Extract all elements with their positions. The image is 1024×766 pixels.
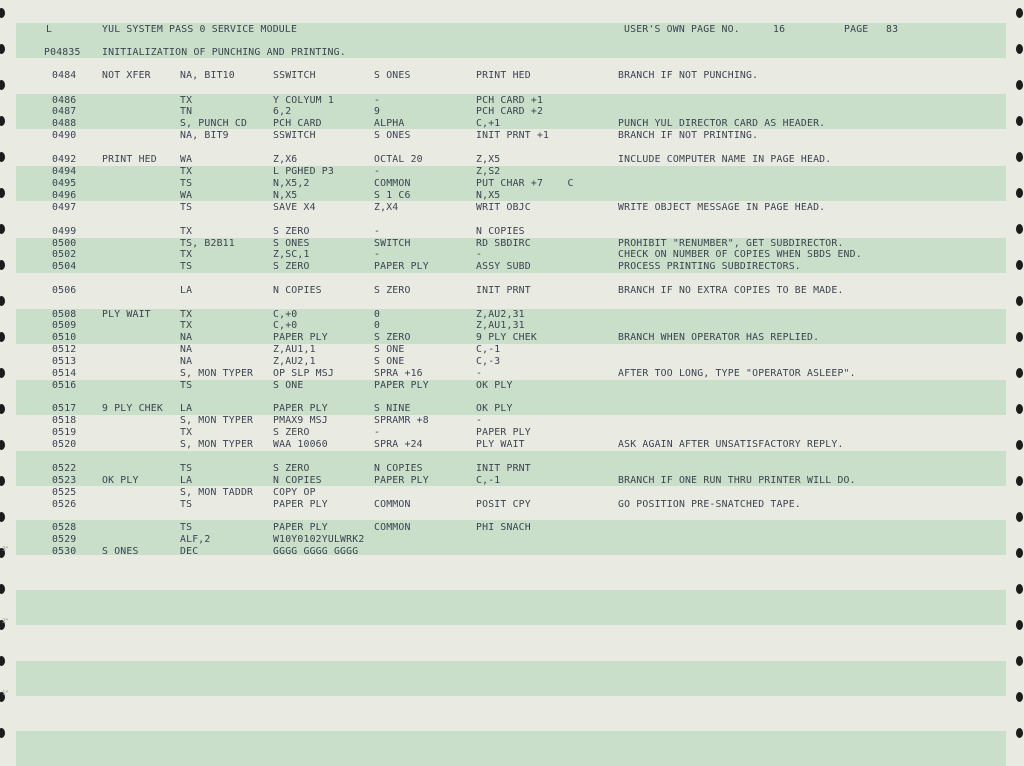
address-field: GGGG GGGG GGGG (273, 546, 359, 557)
comment-text: ASK AGAIN AFTER UNSATISFACTORY REPLY. (618, 439, 844, 450)
target-field: Z,S2 (476, 166, 501, 177)
operation-code: NA, BIT10 (180, 70, 235, 81)
feed-hole (1016, 476, 1023, 486)
line-number: 0495 (52, 178, 77, 189)
operation-code: TS (180, 261, 193, 272)
target-field: POSIT CPY (476, 499, 531, 510)
line-number: 0509 (52, 320, 77, 331)
operation-code: S, MON TYPER (180, 439, 254, 450)
comment-text: GO POSITION PRE-SNATCHED TAPE. (618, 499, 801, 510)
operand-field: 9 (374, 106, 381, 117)
operation-code: LA (180, 285, 193, 296)
line-number: 0516 (52, 380, 77, 391)
feed-hole (1016, 728, 1023, 738)
feed-hole (1016, 692, 1023, 702)
address-field: N COPIES (273, 475, 322, 486)
feed-hole (0, 188, 5, 198)
line-number: 0486 (52, 95, 77, 106)
line-number: 0488 (52, 118, 77, 129)
address-field: N,X5 (273, 190, 298, 201)
feed-hole (0, 152, 5, 162)
address-field: OP SLP MSJ (273, 368, 334, 379)
operand-field: COMMON (374, 522, 411, 533)
operand-field: COMMON (374, 499, 411, 510)
operation-code: TS (180, 202, 193, 213)
feed-hole (1016, 260, 1023, 270)
operand-field: S ONE (374, 356, 405, 367)
header-user-page-number: 16 (773, 24, 786, 35)
comment-text: BRANCH IF NO EXTRA COPIES TO BE MADE. (618, 285, 844, 296)
statement-label: OK PLY (102, 475, 139, 486)
line-number: 0517 (52, 403, 77, 414)
operand-field: PAPER PLY (374, 475, 429, 486)
feed-hole (1016, 296, 1023, 306)
feed-hole (1016, 80, 1023, 90)
feed-hole (1016, 620, 1023, 630)
operation-code: TX (180, 309, 193, 320)
feed-hole (1016, 44, 1023, 54)
operation-code: NA, BIT9 (180, 130, 229, 141)
line-number: 0494 (52, 166, 77, 177)
comment-text: BRANCH IF NOT PRINTING. (618, 130, 759, 141)
line-number: 0529 (52, 534, 77, 545)
line-number: 0506 (52, 285, 77, 296)
target-field: RD SBDIRC (476, 238, 531, 249)
operation-code: TX (180, 427, 193, 438)
feed-hole (0, 80, 5, 90)
line-number: 0523 (52, 475, 77, 486)
target-field: C,+1 (476, 118, 501, 129)
line-number: 0492 (52, 154, 77, 165)
line-number: 0513 (52, 356, 77, 367)
address-field: SSWITCH (273, 70, 316, 81)
address-field: PAPER PLY (273, 522, 328, 533)
line-number: 0490 (52, 130, 77, 141)
target-field: INIT PRNT +1 (476, 130, 550, 141)
feed-hole (1016, 404, 1023, 414)
operation-code: WA (180, 154, 193, 165)
feed-hole (1016, 188, 1023, 198)
comment-text: AFTER TOO LONG, TYPE "OPERATOR ASLEEP". (618, 368, 856, 379)
operation-code: TX (180, 249, 193, 260)
comment-text: BRANCH IF ONE RUN THRU PRINTER WILL DO. (618, 475, 856, 486)
statement-label: PRINT HED (102, 154, 157, 165)
feed-hole (0, 224, 5, 234)
target-field: PCH CARD +1 (476, 95, 544, 106)
operation-code: TX (180, 320, 193, 331)
line-number: 0508 (52, 309, 77, 320)
address-field: SAVE X4 (273, 202, 316, 213)
line-number: 0497 (52, 202, 77, 213)
feed-hole (0, 728, 5, 738)
operand-field: 0 (374, 309, 381, 320)
feed-hole (0, 116, 5, 126)
feed-hole (1016, 548, 1023, 558)
operation-code: TS (180, 380, 193, 391)
operand-field: SPRA +16 (374, 368, 423, 379)
operand-field: SPRAMR +8 (374, 415, 429, 426)
address-field: W10Y0102YULWRK2 (273, 534, 365, 545)
target-field: C,-1 (476, 344, 501, 355)
operand-field: SWITCH (374, 238, 411, 249)
address-field: Z,AU2,1 (273, 356, 316, 367)
line-number: 0512 (52, 344, 77, 355)
feed-hole (0, 368, 5, 378)
operation-code: DEC (180, 546, 199, 557)
feed-hole (1016, 440, 1023, 450)
address-field: Y COLYUM 1 (273, 95, 334, 106)
feed-hole (0, 404, 5, 414)
header-page-number: 83 (886, 24, 899, 35)
operand-field: S ZERO (374, 332, 411, 343)
operand-field: - (374, 249, 381, 260)
feed-hole (1016, 8, 1023, 18)
operation-code: S, MON TYPER (180, 368, 254, 379)
operand-field: - (374, 95, 381, 106)
address-field: L PGHED P3 (273, 166, 334, 177)
feed-hole (1016, 656, 1023, 666)
operation-code: TX (180, 95, 193, 106)
address-field: C,+0 (273, 320, 298, 331)
line-number: 0519 (52, 427, 77, 438)
address-field: S ZERO (273, 463, 310, 474)
operation-code: TS (180, 522, 193, 533)
operation-code: TS, B2B11 (180, 238, 235, 249)
operand-field: N COPIES (374, 463, 423, 474)
header-col1: L (46, 24, 53, 35)
line-number: 0484 (52, 70, 77, 81)
operand-field: - (374, 226, 381, 237)
feed-hole (0, 656, 5, 666)
target-field: PLY WAIT (476, 439, 525, 450)
address-field: COPY OP (273, 487, 316, 498)
address-field: WAA 10060 (273, 439, 328, 450)
target-field: OK PLY (476, 403, 513, 414)
address-field: S ZERO (273, 226, 310, 237)
operation-code: TX (180, 226, 193, 237)
feed-hole (1016, 224, 1023, 234)
statement-label: NOT XFER (102, 70, 151, 81)
address-field: PCH CARD (273, 118, 322, 129)
operand-field: PAPER PLY (374, 261, 429, 272)
operation-code: TX (180, 166, 193, 177)
operand-field: S ONES (374, 130, 411, 141)
target-field: Z,AU1,31 (476, 320, 525, 331)
comment-text: BRANCH WHEN OPERATOR HAS REPLIED. (618, 332, 820, 343)
line-number: 0504 (52, 261, 77, 272)
operand-field: S ONES (374, 70, 411, 81)
target-field: C,-3 (476, 356, 501, 367)
line-number: 0500 (52, 238, 77, 249)
operand-field: ALPHA (374, 118, 405, 129)
address-field: N,X5,2 (273, 178, 310, 189)
operand-field: S 1 C6 (374, 190, 411, 201)
feed-hole (0, 296, 5, 306)
comment-text: CHECK ON NUMBER OF COPIES WHEN SBDS END. (618, 249, 862, 260)
feed-hole (0, 440, 5, 450)
target-field: N COPIES (476, 226, 525, 237)
feed-hole (0, 8, 5, 18)
address-field: PAPER PLY (273, 499, 328, 510)
operation-code: S, MON TYPER (180, 415, 254, 426)
address-field: SSWITCH (273, 130, 316, 141)
comment-text: BRANCH IF NOT PUNCHING. (618, 70, 759, 81)
line-number: 0514 (52, 368, 77, 379)
statement-label: PLY WAIT (102, 309, 151, 320)
line-number: 0528 (52, 522, 77, 533)
header-user-page-label: USER'S OWN PAGE NO. (624, 24, 740, 35)
target-field: PHI SNACH (476, 522, 531, 533)
operation-code: TS (180, 499, 193, 510)
operation-code: ALF,2 (180, 534, 211, 545)
feed-hole (1016, 584, 1023, 594)
target-field: INIT PRNT (476, 285, 531, 296)
address-field: C,+0 (273, 309, 298, 320)
operand-field: S NINE (374, 403, 411, 414)
line-number: 0502 (52, 249, 77, 260)
feed-hole (1016, 152, 1023, 162)
target-field: Z,AU2,31 (476, 309, 525, 320)
line-number: 0510 (52, 332, 77, 343)
target-field: PAPER PLY (476, 427, 531, 438)
ruler-mark: 3" (2, 546, 9, 553)
operation-code: TN (180, 106, 193, 117)
line-number: 0522 (52, 463, 77, 474)
target-field: INIT PRNT (476, 463, 531, 474)
line-number: 0530 (52, 546, 77, 557)
address-field: S ZERO (273, 427, 310, 438)
operand-field: PAPER PLY (374, 380, 429, 391)
operand-field: Z,X4 (374, 202, 399, 213)
operation-code: S, MON TADDR (180, 487, 254, 498)
operation-code: TS (180, 463, 193, 474)
target-field: 9 PLY CHEK (476, 332, 537, 343)
ruler-mark: 2" (2, 618, 9, 625)
address-field: S ONE (273, 380, 304, 391)
target-field: C,-1 (476, 475, 501, 486)
feed-hole (0, 584, 5, 594)
address-field: PMAX9 MSJ (273, 415, 328, 426)
operand-field: 0 (374, 320, 381, 331)
feed-hole (1016, 332, 1023, 342)
target-field: - (476, 368, 483, 379)
target-field: N,X5 (476, 190, 501, 201)
operation-code: LA (180, 403, 193, 414)
target-field: PUT CHAR +7 C (476, 178, 574, 189)
feed-hole (1016, 368, 1023, 378)
operand-field: SPRA +24 (374, 439, 423, 450)
operation-code: S, PUNCH CD (180, 118, 248, 129)
comment-text: WRITE OBJECT MESSAGE IN PAGE HEAD. (618, 202, 826, 213)
address-field: PAPER PLY (273, 332, 328, 343)
statement-label: 9 PLY CHEK (102, 403, 163, 414)
line-number: 0526 (52, 499, 77, 510)
address-field: 6,2 (273, 106, 292, 117)
feed-hole (0, 512, 5, 522)
paper-band (16, 661, 1006, 696)
address-field: N COPIES (273, 285, 322, 296)
paper-band (16, 590, 1006, 625)
address-field: Z,X6 (273, 154, 298, 165)
operation-code: LA (180, 475, 193, 486)
feed-hole (1016, 512, 1023, 522)
feed-hole (0, 332, 5, 342)
comment-text: PUNCH YUL DIRECTOR CARD AS HEADER. (618, 118, 826, 129)
feed-hole (0, 260, 5, 270)
header-page-label: PAGE (844, 24, 869, 35)
feed-hole (0, 44, 5, 54)
comment-text: PROCESS PRINTING SUBDIRECTORS. (618, 261, 801, 272)
statement-label: S ONES (102, 546, 139, 557)
feed-hole (0, 476, 5, 486)
address-field: Z,SC,1 (273, 249, 310, 260)
target-field: - (476, 415, 483, 426)
line-number: 0496 (52, 190, 77, 201)
comment-text: PROHIBIT "RENUMBER", GET SUBDIRECTOR. (618, 238, 844, 249)
section-id: P04835 (44, 47, 81, 58)
line-number: 0520 (52, 439, 77, 450)
line-number: 0487 (52, 106, 77, 117)
operand-field: - (374, 166, 381, 177)
target-field: PRINT HED (476, 70, 531, 81)
target-field: OK PLY (476, 380, 513, 391)
operation-code: WA (180, 190, 193, 201)
operand-field: S ONE (374, 344, 405, 355)
line-number: 0499 (52, 226, 77, 237)
address-field: S ONES (273, 238, 310, 249)
operand-field: OCTAL 20 (374, 154, 423, 165)
operation-code: NA (180, 344, 193, 355)
ruler-mark: 1" (2, 690, 9, 697)
header-system-title: YUL SYSTEM PASS 0 SERVICE MODULE (102, 24, 298, 35)
line-number: 0525 (52, 487, 77, 498)
operation-code: TS (180, 178, 193, 189)
section-title: INITIALIZATION OF PUNCHING AND PRINTING. (102, 47, 346, 58)
address-field: S ZERO (273, 261, 310, 272)
operand-field: COMMON (374, 178, 411, 189)
operation-code: NA (180, 332, 193, 343)
comment-text: INCLUDE COMPUTER NAME IN PAGE HEAD. (618, 154, 832, 165)
target-field: - (476, 249, 483, 260)
address-field: PAPER PLY (273, 403, 328, 414)
target-field: ASSY SUBD (476, 261, 531, 272)
target-field: WRIT OBJC (476, 202, 531, 213)
operand-field: - (374, 427, 381, 438)
operation-code: NA (180, 356, 193, 367)
address-field: Z,AU1,1 (273, 344, 316, 355)
feed-hole (1016, 116, 1023, 126)
target-field: Z,X5 (476, 154, 501, 165)
operand-field: S ZERO (374, 285, 411, 296)
target-field: PCH CARD +2 (476, 106, 544, 117)
line-number: 0518 (52, 415, 77, 426)
